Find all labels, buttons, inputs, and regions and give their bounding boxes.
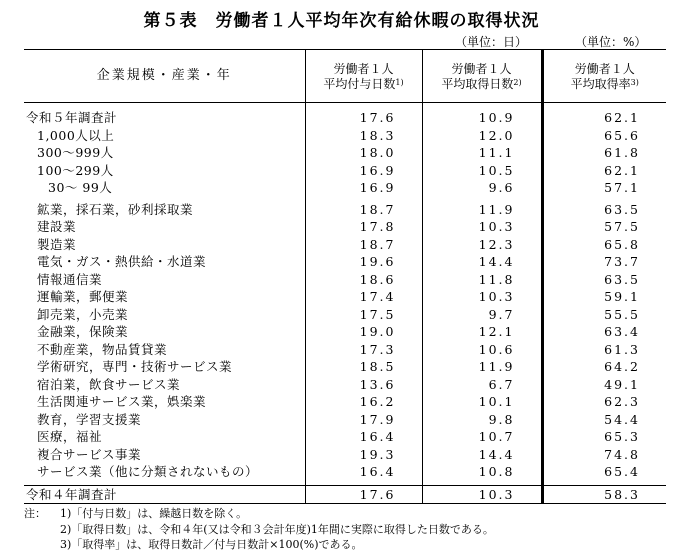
- leave-table: [24, 49, 666, 504]
- row-granted: 16.9: [305, 179, 422, 197]
- row-granted: 19.0: [305, 323, 422, 341]
- table-row: [24, 288, 666, 306]
- row-rate: 63.5: [542, 271, 666, 289]
- row-taken: 10.9: [422, 109, 542, 127]
- table-row: [24, 162, 666, 180]
- header-rate-line1: 労働者１人: [574, 61, 635, 76]
- row-taken: 10.3: [422, 485, 542, 504]
- row-granted: 17.8: [305, 218, 422, 236]
- row-label: 卸売業，小売業: [37, 306, 129, 322]
- footnote-3: 3)「取得率」は、取得日数計／付与日数計×100(%)である。: [60, 538, 363, 551]
- table-row: [24, 393, 666, 411]
- row-taken: 10.5: [422, 162, 542, 180]
- row-rate: 73.7: [542, 253, 666, 271]
- row-label: 宿泊業，飲食サービス業: [37, 376, 181, 392]
- row-label: 学術研究，専門・技術サービス業: [37, 359, 233, 374]
- row-granted: 18.7: [305, 201, 422, 219]
- header-rate-note: 3): [630, 77, 639, 87]
- row-rate: 57.5: [542, 218, 666, 236]
- header-taken-note: 2): [513, 77, 522, 87]
- row-label: 1,000人以上: [37, 127, 115, 143]
- table-row: [24, 463, 666, 481]
- row-taken: 12.3: [422, 236, 542, 254]
- row-rate: 62.1: [542, 162, 666, 180]
- row-taken: 14.4: [422, 253, 542, 271]
- row-taken: 14.4: [422, 446, 542, 464]
- row-granted: 19.3: [305, 446, 422, 464]
- row-granted: 18.3: [305, 127, 422, 145]
- row-rate: 65.6: [542, 127, 666, 145]
- row-rate: 61.3: [542, 341, 666, 359]
- row-rate: 65.8: [542, 236, 666, 254]
- table-body: [24, 103, 666, 504]
- row-label: 電気・ガス・熱供給・水道業: [37, 254, 207, 269]
- row-granted: 17.4: [305, 288, 422, 306]
- row-label: 情報通信業: [37, 271, 103, 287]
- row-label: 不動産業，物品賃貸業: [37, 341, 168, 357]
- table-row: [24, 109, 666, 127]
- row-label: 製造業: [37, 236, 77, 252]
- table-title: 第５表 労働者１人平均年次有給休暇の取得状況: [143, 11, 540, 31]
- table-row-total-previous-year: [24, 485, 666, 504]
- table-row: [24, 428, 666, 446]
- table-row: [24, 306, 666, 324]
- row-granted: 17.5: [305, 306, 422, 324]
- row-granted: 18.7: [305, 236, 422, 254]
- row-label: 300～999人: [37, 145, 114, 160]
- row-taken: 10.7: [422, 428, 542, 446]
- row-label: 30～ 99人: [48, 180, 113, 195]
- footnote-1-text: 1)「付与日数」は、繰越日数を除く。: [60, 507, 248, 520]
- table-row: [24, 446, 666, 464]
- row-label: 令和５年調査計: [26, 110, 118, 125]
- table-row: [24, 271, 666, 289]
- row-label: 令和４年調査計: [24, 485, 305, 504]
- row-taken: 11.1: [422, 144, 542, 162]
- row-taken: 10.1: [422, 393, 542, 411]
- row-granted: 17.3: [305, 341, 422, 359]
- row-rate: 62.3: [542, 393, 666, 411]
- header-granted-note: 1): [395, 77, 404, 87]
- row-granted: 17.6: [305, 485, 422, 504]
- row-label: 建設業: [37, 219, 77, 234]
- header-granted-line2: 平均付与日数: [323, 76, 396, 91]
- row-rate: 74.8: [542, 446, 666, 464]
- header-rate-line2: 平均取得率: [570, 76, 631, 91]
- table-row: [24, 144, 666, 162]
- header-row: [24, 50, 666, 103]
- row-rate: 64.2: [542, 358, 666, 376]
- row-rate: 59.1: [542, 288, 666, 306]
- table-row: [24, 341, 666, 359]
- row-granted: 18.0: [305, 144, 422, 162]
- row-granted: 16.4: [305, 428, 422, 446]
- header-taken-line2: 平均取得日数: [441, 76, 514, 91]
- header-rate: [542, 50, 666, 103]
- row-granted: 17.6: [305, 109, 422, 127]
- row-taken: 10.8: [422, 463, 542, 481]
- row-label: 100～299人: [37, 162, 114, 178]
- table-row: [24, 218, 666, 236]
- row-label: サービス業（他に分類されないもの）: [37, 464, 259, 479]
- row-taken: 10.3: [422, 218, 542, 236]
- table-row: [24, 253, 666, 271]
- row-granted: 16.4: [305, 463, 422, 481]
- table-row: [24, 358, 666, 376]
- row-rate: 65.3: [542, 428, 666, 446]
- row-rate: 54.4: [542, 411, 666, 429]
- row-granted: 18.6: [305, 271, 422, 289]
- header-taken: [422, 50, 542, 103]
- header-granted-line1: 労働者１人: [333, 61, 394, 76]
- row-granted: 16.2: [305, 393, 422, 411]
- row-taken: 9.8: [422, 411, 542, 429]
- row-label: 金融業，保険業: [37, 324, 129, 339]
- header-label: 企業規模・産業・年: [24, 50, 305, 103]
- row-granted: 19.6: [305, 253, 422, 271]
- row-label: 運輸業，郵便業: [37, 289, 129, 304]
- row-taken: 11.8: [422, 271, 542, 289]
- row-taken: 9.6: [422, 179, 542, 197]
- table-row: [24, 323, 666, 341]
- row-rate: 57.1: [542, 179, 666, 197]
- row-label: 生活関連サービス業，娯楽業: [37, 394, 207, 409]
- row-label: 複合サービス事業: [37, 446, 142, 462]
- row-rate: 49.1: [542, 376, 666, 394]
- table-row: [24, 411, 666, 429]
- row-rate: 61.8: [542, 144, 666, 162]
- header-taken-line1: 労働者１人: [451, 61, 512, 76]
- row-taken: 9.7: [422, 306, 542, 324]
- row-label: 鉱業，採石業，砂利採取業: [37, 201, 194, 217]
- row-granted: 17.9: [305, 411, 422, 429]
- table-row: [24, 127, 666, 145]
- footnote-2: 2)「取得日数」は、令和４年(又は令和３会計年度)1年間に実際に取得した日数である。: [60, 522, 494, 536]
- table-row: [24, 376, 666, 394]
- row-label: 教育，学習支援業: [37, 411, 142, 427]
- row-granted: 16.9: [305, 162, 422, 180]
- unit-days-label: （単位：日）: [455, 35, 528, 49]
- row-taken: 11.9: [422, 201, 542, 219]
- row-taken: 12.0: [422, 127, 542, 145]
- row-rate: 63.4: [542, 323, 666, 341]
- row-taken: 12.1: [422, 323, 542, 341]
- row-granted: 13.6: [305, 376, 422, 394]
- row-taken: 6.7: [422, 376, 542, 394]
- row-taken: 10.3: [422, 288, 542, 306]
- table-row: [24, 236, 666, 254]
- table-row: [24, 179, 666, 197]
- row-taken: 10.6: [422, 341, 542, 359]
- row-rate: 58.3: [542, 485, 666, 504]
- footnote-lead: 注：: [24, 507, 46, 520]
- row-taken: 11.9: [422, 358, 542, 376]
- footnote-1: [24, 506, 494, 522]
- table-row: [24, 201, 666, 219]
- row-rate: 55.5: [542, 306, 666, 324]
- footnotes: [24, 506, 494, 553]
- row-rate: 63.5: [542, 201, 666, 219]
- unit-percent-label: （単位：%）: [575, 35, 647, 49]
- header-granted: [305, 50, 422, 103]
- row-rate: 65.4: [542, 463, 666, 481]
- row-label: 医療，福祉: [37, 429, 103, 444]
- row-rate: 62.1: [542, 109, 666, 127]
- row-granted: 18.5: [305, 358, 422, 376]
